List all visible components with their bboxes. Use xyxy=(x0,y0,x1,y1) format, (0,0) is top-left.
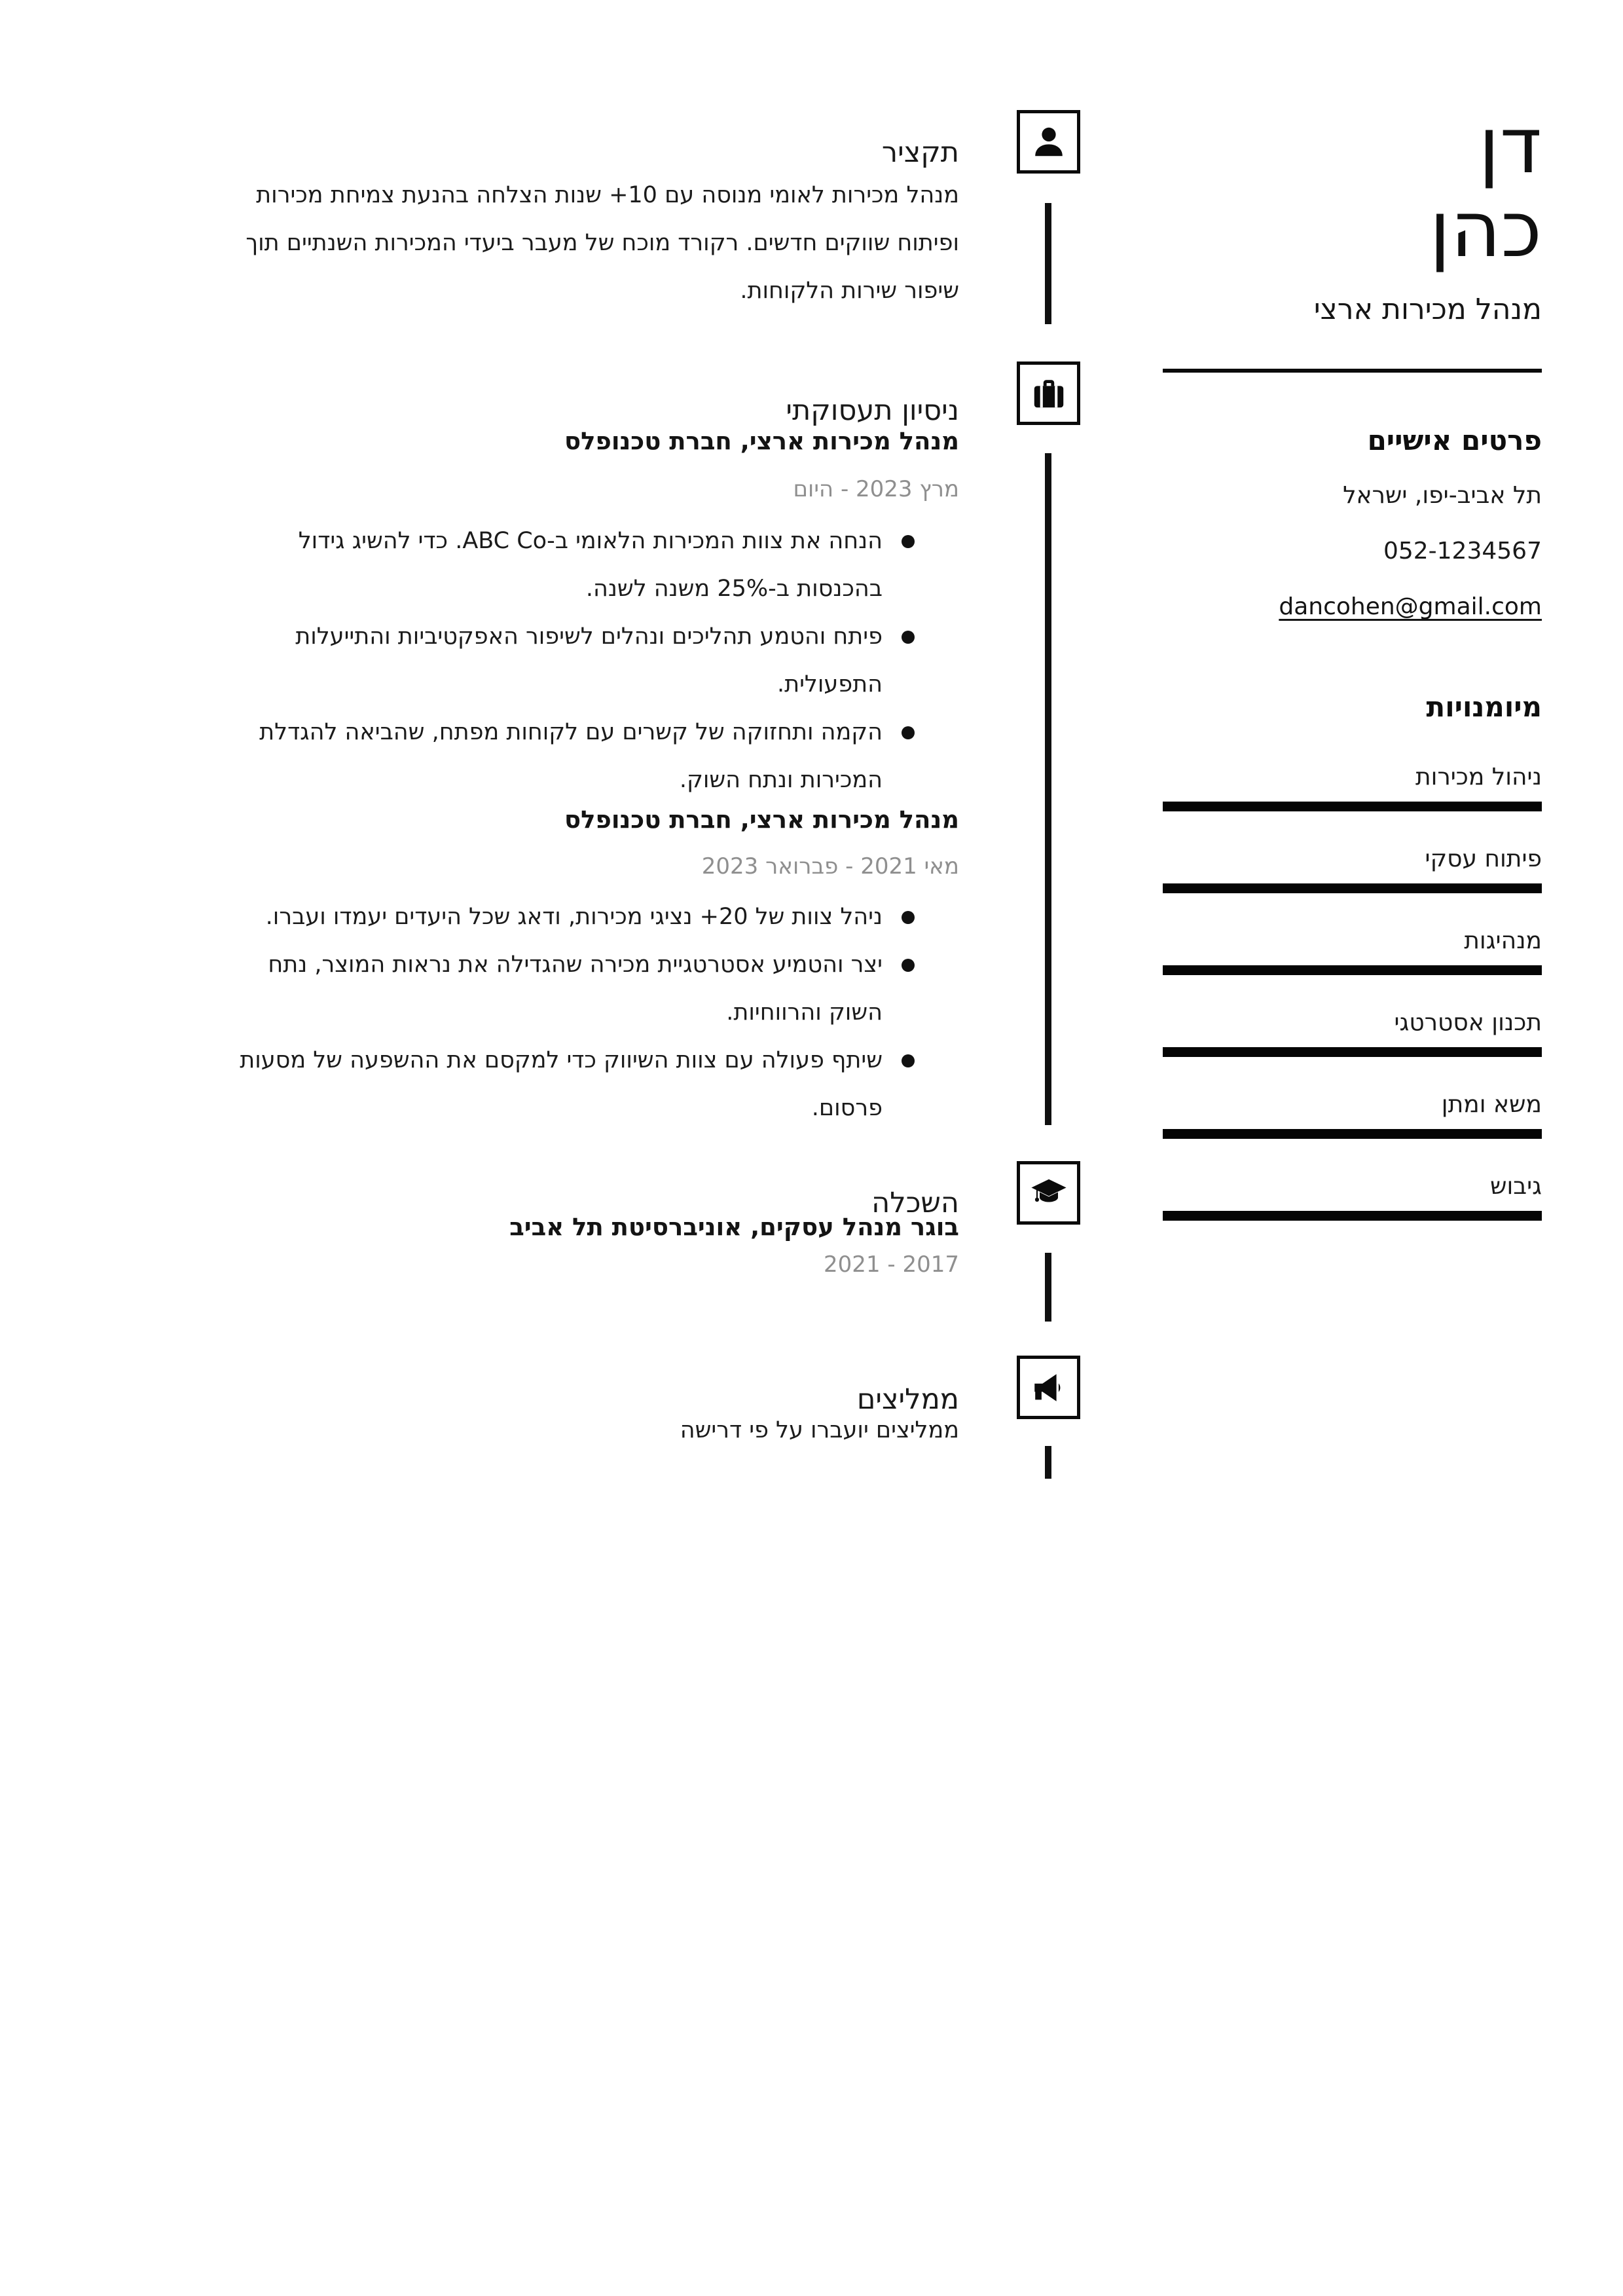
divider xyxy=(1163,369,1542,373)
skill-label: מנהיגות xyxy=(1464,927,1542,954)
job-bullet-list xyxy=(252,517,959,804)
experience-heading: ניסיון תעסוקתי xyxy=(786,394,959,427)
bullet-dot-icon xyxy=(902,631,915,644)
skill-label: גיבוש xyxy=(1489,1173,1542,1200)
bullet-dot-icon xyxy=(902,959,915,972)
bullet-line: פרסום. xyxy=(811,1095,883,1121)
name-line: דן xyxy=(1478,100,1542,191)
bullet-dot-icon xyxy=(902,535,915,548)
skill-level-bar xyxy=(1163,883,1542,893)
education-dates: 2017 - 2021 xyxy=(824,1251,959,1278)
candidate-role: מנהל מכירות ארצי xyxy=(1313,293,1542,326)
bullet-line: ניהל צוות של 20+ נציגי מכירות, ודאג שכל היעדים יעמדו ועברו. xyxy=(265,904,883,930)
summary-line: ופיתוח שווקים חדשים. רקורד מוכח של מעבר ביעדי המכירות השנתיים תוך xyxy=(246,230,959,256)
bullet-line: הנחה את צוות המכירות הלאומי ב-ABC Co. כדי להשיג גידול xyxy=(298,528,883,554)
job-bullet-list xyxy=(240,893,959,1132)
bullet-item xyxy=(252,709,959,804)
bullet-item xyxy=(252,517,959,613)
summary-line: מנהל מכירות לאומי מנוסה עם 10+ שנות הצלחה בהנעת צמיחת מכירות xyxy=(256,182,959,208)
briefcase-icon xyxy=(1017,361,1080,425)
skill-level-bar xyxy=(1163,1047,1542,1057)
skills-list xyxy=(1163,762,1542,1253)
bullet-line: שיתף פעולה עם צוות השיווק כדי למקסם את ההשפעה של מסעות xyxy=(240,1047,883,1073)
skill-label: משא ומתן xyxy=(1441,1091,1542,1118)
bullet-dot-icon xyxy=(902,1054,915,1067)
job-dates: מאי 2021 - פברואר 2023 xyxy=(701,853,959,880)
skill-item xyxy=(1163,1090,1542,1172)
summary-line: שיפור שירות הלקוחות. xyxy=(740,278,959,304)
skill-level-bar xyxy=(1163,965,1542,975)
timeline-connector xyxy=(1045,1253,1051,1322)
skill-label: ניהול מכירות xyxy=(1415,764,1542,790)
bullet-line: פיתח והטמע תהליכים ונהלים לשיפור האפקטיביות והתייעלות xyxy=(295,623,883,650)
bullet-line: יצר והטמיע אסטרטגיית מכירה שהגדילה את נראות המוצר, נתח xyxy=(268,952,883,978)
bullet-line: הקמה ותחזוקה של קשרים עם לקוחות מפתח, שהביאה להגדלת xyxy=(259,719,883,745)
skill-item xyxy=(1163,1008,1542,1090)
skill-label: תכנון אסטרטגי xyxy=(1394,1009,1542,1036)
bullet-item xyxy=(252,893,959,941)
megaphone-icon xyxy=(1017,1356,1080,1419)
bullet-line: בהכנסות ב-25% משנה לשנה. xyxy=(585,576,883,602)
job-dates: מרץ 2023 - היום xyxy=(793,476,959,502)
job-title: מנהל מכירות ארצי, חברת טכנופלס xyxy=(564,427,959,455)
bullet-dot-icon xyxy=(902,911,915,924)
personal-details-heading: פרטים אישיים xyxy=(1367,424,1542,456)
skill-level-bar xyxy=(1163,1129,1542,1139)
timeline-connector xyxy=(1045,1446,1051,1479)
bullet-dot-icon xyxy=(902,726,915,739)
summary-paragraph xyxy=(246,172,959,315)
skill-level-bar xyxy=(1163,802,1542,811)
skill-label: פיתוח עסקי xyxy=(1425,845,1542,872)
bullet-line: השוק והרווחיות. xyxy=(726,999,883,1026)
email-link[interactable]: dancohen@gmail.com xyxy=(1279,593,1542,620)
name-line: כהן xyxy=(1429,184,1542,274)
skill-item xyxy=(1163,1172,1542,1253)
education-heading: השכלה xyxy=(871,1186,959,1219)
bullet-line: המכירות ונתח השוק. xyxy=(679,767,883,793)
education-degree: בוגר מנהל עסקים, אוניברסיטת תל אביב xyxy=(509,1213,959,1241)
skill-item xyxy=(1163,762,1542,844)
references-heading: ממליצים xyxy=(856,1382,959,1416)
phone-value: 052-1234567 xyxy=(1383,538,1542,565)
job-title: מנהל מכירות ארצי, חברת טכנופלס xyxy=(564,805,959,834)
skill-level-bar xyxy=(1163,1211,1542,1221)
bullet-item xyxy=(252,941,959,1037)
summary-heading: תקציר xyxy=(881,136,959,169)
bullet-item xyxy=(252,613,959,709)
timeline-connector xyxy=(1045,203,1051,324)
candidate-name xyxy=(1429,100,1542,274)
bullet-item xyxy=(240,1037,959,1132)
graduation-cap-icon xyxy=(1017,1161,1080,1225)
person-icon xyxy=(1017,110,1080,174)
skill-item xyxy=(1163,926,1542,1008)
bullet-line: התפעולית. xyxy=(776,671,883,697)
location-value: תל אביב-יפו, ישראל xyxy=(1343,482,1542,509)
skill-item xyxy=(1163,844,1542,926)
references-note: ממליצים יועברו על פי דרישה xyxy=(680,1417,959,1443)
skills-heading: מיומנויות xyxy=(1426,691,1542,723)
timeline-connector xyxy=(1045,453,1051,1125)
